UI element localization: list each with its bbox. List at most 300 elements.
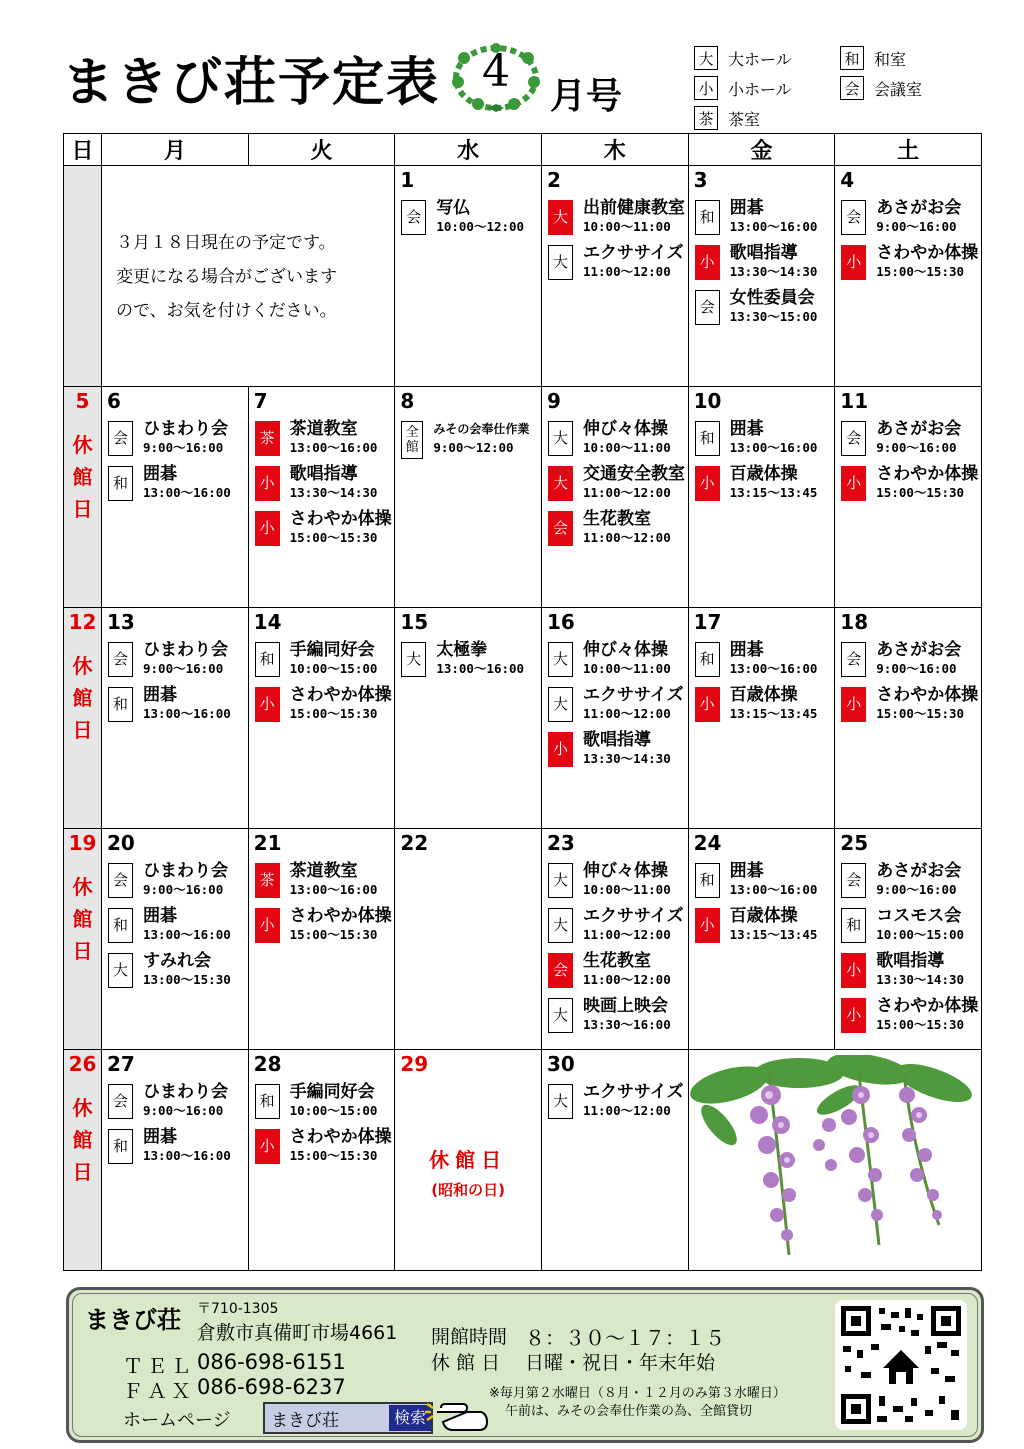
event-item [548,685,688,726]
week-row [64,166,982,387]
event-item [255,640,395,681]
event-name: すみれ会 [143,951,211,971]
day-number: 30 [546,1052,575,1076]
schedule-notice [116,226,337,328]
postal-code: 〒710-1305 [197,1301,279,1317]
day-number: 17 [693,610,722,634]
event-name: さわやか体操 [289,685,392,705]
notice-line-1: ※毎月第２水曜日（８月・１２月のみ第３水曜日） [489,1386,786,1401]
event-item [108,951,248,992]
event-time: 13:00～16:00 [143,706,231,721]
room-badge: 会 [841,642,866,677]
qr-code-icon [841,1306,961,1424]
event-name: さわやか体操 [289,509,392,529]
closed-char: 館 [72,1128,93,1152]
event-time: 13:30～14:30 [876,972,965,987]
day-cell [541,829,688,1050]
event-name: 伸び々体操 [582,419,668,439]
event-item [548,730,688,771]
room-badge: 小 [841,687,866,722]
event-item [695,419,835,460]
room-badge: 和 [108,687,133,722]
month-number: 4 [482,46,510,97]
event-time: 13:30～15:00 [729,309,818,324]
closed-char: 館 [72,907,93,931]
event-name: さわやか体操 [289,906,392,926]
room-badge: 和 [695,642,720,677]
sunday-cell [64,166,102,387]
event-name: 歌唱指導 [289,464,358,484]
qr-code[interactable] [835,1300,967,1430]
room-badge: 会 [108,421,133,456]
event-time: 13:30～14:30 [582,751,671,766]
room-badge: 会 [695,290,720,325]
weekday-header: 木 [541,134,688,166]
search-box[interactable] [263,1402,433,1434]
event-item [255,906,395,947]
day-number: 24 [693,831,722,855]
room-badge: 大 [548,421,573,456]
room-badge: 和 [255,642,280,677]
event-time: 13:00～16:00 [729,882,818,897]
event-name: 生花教室 [582,951,651,971]
event-time: 11:00～12:00 [582,972,671,987]
event-name: さわやか体操 [876,243,979,263]
closed-label: 休 館 日 [431,1352,501,1374]
event-time: 13:00～16:00 [729,440,818,455]
day-cell [248,387,395,608]
weekday-header: 火 [248,134,395,166]
event-name: 女性委員会 [729,288,815,308]
event-time: 11:00～12:00 [582,264,671,279]
facility-name: まきび荘 [85,1306,181,1334]
day-cell [688,387,835,608]
event-time: 11:00～12:00 [582,530,671,545]
room-badge: 全館 [401,421,423,459]
tel-label: ＴＥＬ [123,1354,195,1378]
room-badge: 会 [401,200,426,235]
event-time: 15:00～15:30 [289,1148,378,1163]
day-cell [395,387,542,608]
room-badge: 小 [841,953,866,988]
event-name: ひまわり会 [143,1082,228,1102]
day-cell [541,608,688,829]
event-time: 13:30～14:30 [289,485,378,500]
day-number: 23 [546,831,575,855]
wisteria-illustration [689,1055,979,1270]
room-badge: 小 [841,466,866,501]
hours-label: 開館時間 [431,1326,508,1348]
event-time: 13:00～16:00 [729,661,818,676]
event-time: 13:15～13:45 [729,927,818,942]
event-time: 9:00～16:00 [143,882,224,897]
event-name: コスモス会 [876,906,962,926]
room-badge: 大 [548,200,573,235]
event-item [841,419,981,460]
event-name: 囲碁 [729,861,764,881]
holiday-title: 休館日 [429,1148,508,1172]
event-name: さわやか体操 [289,1127,392,1147]
event-item [841,861,981,902]
event-time: 15:00～15:30 [876,264,965,279]
room-badge: 小 [841,998,866,1033]
event-time: 15:00～15:30 [876,1017,965,1032]
closed-char: 館 [72,686,93,710]
room-badge: 和 [255,1084,280,1119]
day-cell [102,1050,249,1271]
event-name: 囲碁 [143,464,177,484]
day-number: 9 [546,389,561,413]
day-number: 7 [253,389,268,413]
day-cell [835,166,982,387]
event-time: 9:00～16:00 [876,882,957,897]
event-item [548,1082,688,1123]
event-time: 13:30～14:30 [729,264,818,279]
week-row [64,608,982,829]
room-badge: 大 [548,245,573,280]
tel-number: 086-698-6151 [197,1350,346,1374]
event-name: 茶道教室 [289,861,358,881]
room-badge: 和 [108,1129,133,1164]
room-badge: 小 [695,466,720,501]
room-badge: 会 [841,200,866,235]
event-name: 歌唱指導 [729,243,798,263]
legend-item: 小 小ホール [694,76,792,100]
room-badge: 和 [841,908,866,943]
weekday-header: 土 [835,134,982,166]
event-name: 生花教室 [582,509,651,529]
event-item [841,996,981,1037]
event-time: 9:00～16:00 [876,661,957,676]
room-badge: 小 [695,245,720,280]
room-badge: 会 [548,953,573,988]
event-item [108,419,248,460]
room-badge: 小 [695,908,720,943]
event-name: 映画上映会 [582,996,668,1016]
event-item [548,243,688,284]
day-cell [102,608,249,829]
event-time: 10:00～15:00 [876,927,965,942]
event-item [841,685,981,726]
event-item [255,1127,395,1168]
event-name: 交通安全教室 [582,464,685,484]
event-name: ひまわり会 [143,640,228,660]
closed-char: 休 [72,875,93,899]
room-badge: 会 [108,863,133,898]
closed-day-label [64,650,101,746]
event-item [255,1082,395,1123]
room-badge: 和 [108,466,133,501]
event-name: 百歳体操 [729,685,798,705]
day-number: 4 [840,168,855,192]
event-item [548,996,688,1037]
fax-number: 086-698-6237 [197,1375,346,1399]
room-badge: 大 [548,466,573,501]
event-name: あさがお会 [876,198,962,218]
day-number: 5 [75,389,90,413]
event-time: 11:00～12:00 [582,1103,671,1118]
week-row [64,829,982,1050]
event-name: 囲碁 [729,419,764,439]
legend-item: 会 会議室 [840,76,922,100]
event-time: 15:00～15:30 [289,530,378,545]
event-item [108,464,248,505]
event-name: あさがお会 [876,861,962,881]
event-name: ひまわり会 [143,419,228,439]
event-name: あさがお会 [876,419,962,439]
closed-day-label [64,429,101,525]
footer-info-panel [66,1287,984,1443]
room-badge: 小 [695,687,720,722]
day-number: 27 [107,1052,135,1076]
day-cell [835,608,982,829]
holiday-label [395,1144,541,1200]
event-name: 囲碁 [729,198,764,218]
day-number: 18 [840,610,869,634]
day-cell [541,166,688,387]
homepage-label: ホームページ [123,1410,231,1431]
day-cell [688,166,835,387]
event-item [841,951,981,992]
day-cell [395,829,542,1050]
day-cell [835,829,982,1050]
event-item [255,685,395,726]
event-item [548,419,688,460]
hours-value: ８：３０～１７：１５ [525,1326,725,1350]
event-item [108,906,248,947]
day-cell [248,1050,395,1271]
day-number: 3 [693,168,708,192]
room-badge: 小 [841,245,866,280]
day-number: 6 [107,389,121,413]
day-cell [688,829,835,1050]
pointing-hand-icon [423,1398,493,1434]
event-item [548,198,688,239]
closed-char: 日 [72,497,93,521]
sunday-cell [64,387,102,608]
day-number: 14 [253,610,282,634]
event-name: さわやか体操 [876,685,979,705]
room-badge: 会 [841,421,866,456]
room-badge: 茶 [255,421,280,456]
room-badge: 大 [401,642,426,677]
closed-day-label [64,871,101,967]
day-cell [541,1050,688,1271]
day-number: 22 [400,831,429,855]
notice-line-2: 午前は、みその会奉仕作業の為、全館貸切 [505,1404,753,1419]
event-time: 13:00～15:30 [143,972,231,987]
event-time: 13:00～16:00 [729,219,818,234]
event-name: 太極拳 [436,640,488,660]
event-item [255,419,395,460]
room-badge: 大 [548,998,573,1033]
event-time: 9:00～16:00 [143,440,224,455]
event-name: さわやか体操 [876,464,979,484]
legend-item: 和 和室 [840,46,906,70]
room-badge: 和 [695,863,720,898]
event-time: 9:00～16:00 [143,661,224,676]
event-item [695,640,835,681]
event-time: 15:00～15:30 [876,706,965,721]
legend-item: 茶 茶室 [694,106,760,130]
day-number: 2 [546,168,561,192]
room-badge: 小 [255,1129,280,1164]
event-name: さわやか体操 [876,996,979,1016]
event-name: みその会奉仕作業 [433,422,530,436]
sunday-cell [64,829,102,1050]
event-time: 10:00～11:00 [582,440,671,455]
event-time: 13:00～16:00 [289,882,378,897]
day-number: 12 [68,610,97,634]
event-item [695,464,835,505]
weekday-header: 月 [102,134,249,166]
event-name: 囲碁 [143,906,177,926]
event-item [548,861,688,902]
room-badge: 大 [548,863,573,898]
event-time: 15:00～15:30 [289,706,378,721]
day-cell [102,387,249,608]
day-cell [248,829,395,1050]
event-name: 囲碁 [143,1127,177,1147]
event-name: ひまわり会 [143,861,228,881]
event-item [548,640,688,681]
event-time: 9:00～16:00 [143,1103,224,1118]
event-time: 15:00～15:30 [289,927,378,942]
event-item [401,640,541,681]
event-item [108,640,248,681]
event-time: 10:00～11:00 [582,882,671,897]
event-time: 13:00～16:00 [143,1148,231,1163]
event-time: 11:00～12:00 [582,927,671,942]
closed-days: 日曜・祝日・年末年始 [525,1352,716,1374]
room-badge: 和 [108,908,133,943]
event-time: 10:00～12:00 [436,219,525,234]
event-item [841,243,981,284]
closed-char: 休 [72,433,93,457]
event-item [841,906,981,947]
notice-line: 変更になる場合がございます [116,267,337,287]
room-badge: 和 [695,200,720,235]
event-time: 13:00～16:00 [289,440,378,455]
sunday-cell [64,1050,102,1271]
event-name: エクササイズ [582,243,684,263]
event-name: エクササイズ [582,1082,684,1102]
event-name: エクササイズ [582,685,684,705]
event-item [255,464,395,505]
sunday-cell [64,608,102,829]
day-number: 16 [546,610,575,634]
day-number: 25 [840,831,869,855]
event-item [841,640,981,681]
event-item [108,685,248,726]
fax-label: ＦＡＸ [123,1379,195,1403]
day-cell [541,387,688,608]
event-item [841,198,981,239]
event-name: エクササイズ [582,906,684,926]
day-cell [395,608,542,829]
room-badge: 会 [108,642,133,677]
event-item [108,861,248,902]
event-time: 9:00～12:00 [433,440,514,455]
day-cell [835,387,982,608]
day-number: 10 [693,389,722,413]
event-name: 写仏 [436,198,471,218]
event-item [255,861,395,902]
event-item [548,951,688,992]
day-cell [688,608,835,829]
event-item [695,861,835,902]
event-item [548,464,688,505]
event-item [108,1127,248,1168]
event-name: 囲碁 [729,640,764,660]
day-cell [395,166,542,387]
closed-char: 館 [72,465,93,489]
event-time: 13:15～13:45 [729,485,818,500]
closed-day-label [64,1092,101,1188]
weekday-header-row [64,134,982,166]
room-badge: 小 [255,687,280,722]
event-name: 伸び々体操 [582,861,668,881]
day-cell [395,1050,542,1271]
event-item [108,1082,248,1123]
event-item [548,509,688,550]
room-badge: 大 [108,953,133,988]
event-item [548,906,688,947]
room-badge: 小 [548,732,573,767]
event-time: 13:30～16:00 [582,1017,671,1032]
weekday-header: 水 [395,134,542,166]
event-time: 11:00～12:00 [582,485,671,500]
room-badge: 小 [255,908,280,943]
page-title: まきび荘予定表 [62,53,441,113]
room-badge: 会 [841,863,866,898]
room-badge: 大 [548,1084,573,1119]
day-cell [248,608,395,829]
room-badge: 大 [548,642,573,677]
event-time: 13:00～16:00 [436,661,525,676]
event-item [695,243,835,284]
event-time: 9:00～16:00 [876,440,957,455]
event-time: 10:00～11:00 [582,661,671,676]
room-badge: 大 [548,908,573,943]
day-number: 11 [840,389,869,413]
event-item [695,198,835,239]
address: 倉敷市真備町市場4661 [197,1322,398,1344]
event-item [695,906,835,947]
event-time: 15:00～15:30 [876,485,965,500]
event-time: 10:00～15:00 [289,1103,378,1118]
event-item [401,419,541,460]
room-badge: 会 [108,1084,133,1119]
room-badge: 大 [548,687,573,722]
event-name: 百歳体操 [729,906,798,926]
search-button[interactable]: 検索 [389,1405,431,1431]
event-name: 手編同好会 [289,640,375,660]
event-time: 13:00～16:00 [143,927,231,942]
event-item [401,198,541,239]
event-item [255,509,395,550]
event-item [841,464,981,505]
room-badge: 和 [695,421,720,456]
event-name: 歌唱指導 [582,730,651,750]
closed-char: 日 [72,718,93,742]
week-row [64,387,982,608]
event-name: 百歳体操 [729,464,798,484]
event-name: 伸び々体操 [582,640,668,660]
notice-line: ので、お気を付けください。 [116,301,337,321]
holiday-subtitle: (昭和の日) [431,1181,505,1199]
closed-char: 日 [72,939,93,963]
